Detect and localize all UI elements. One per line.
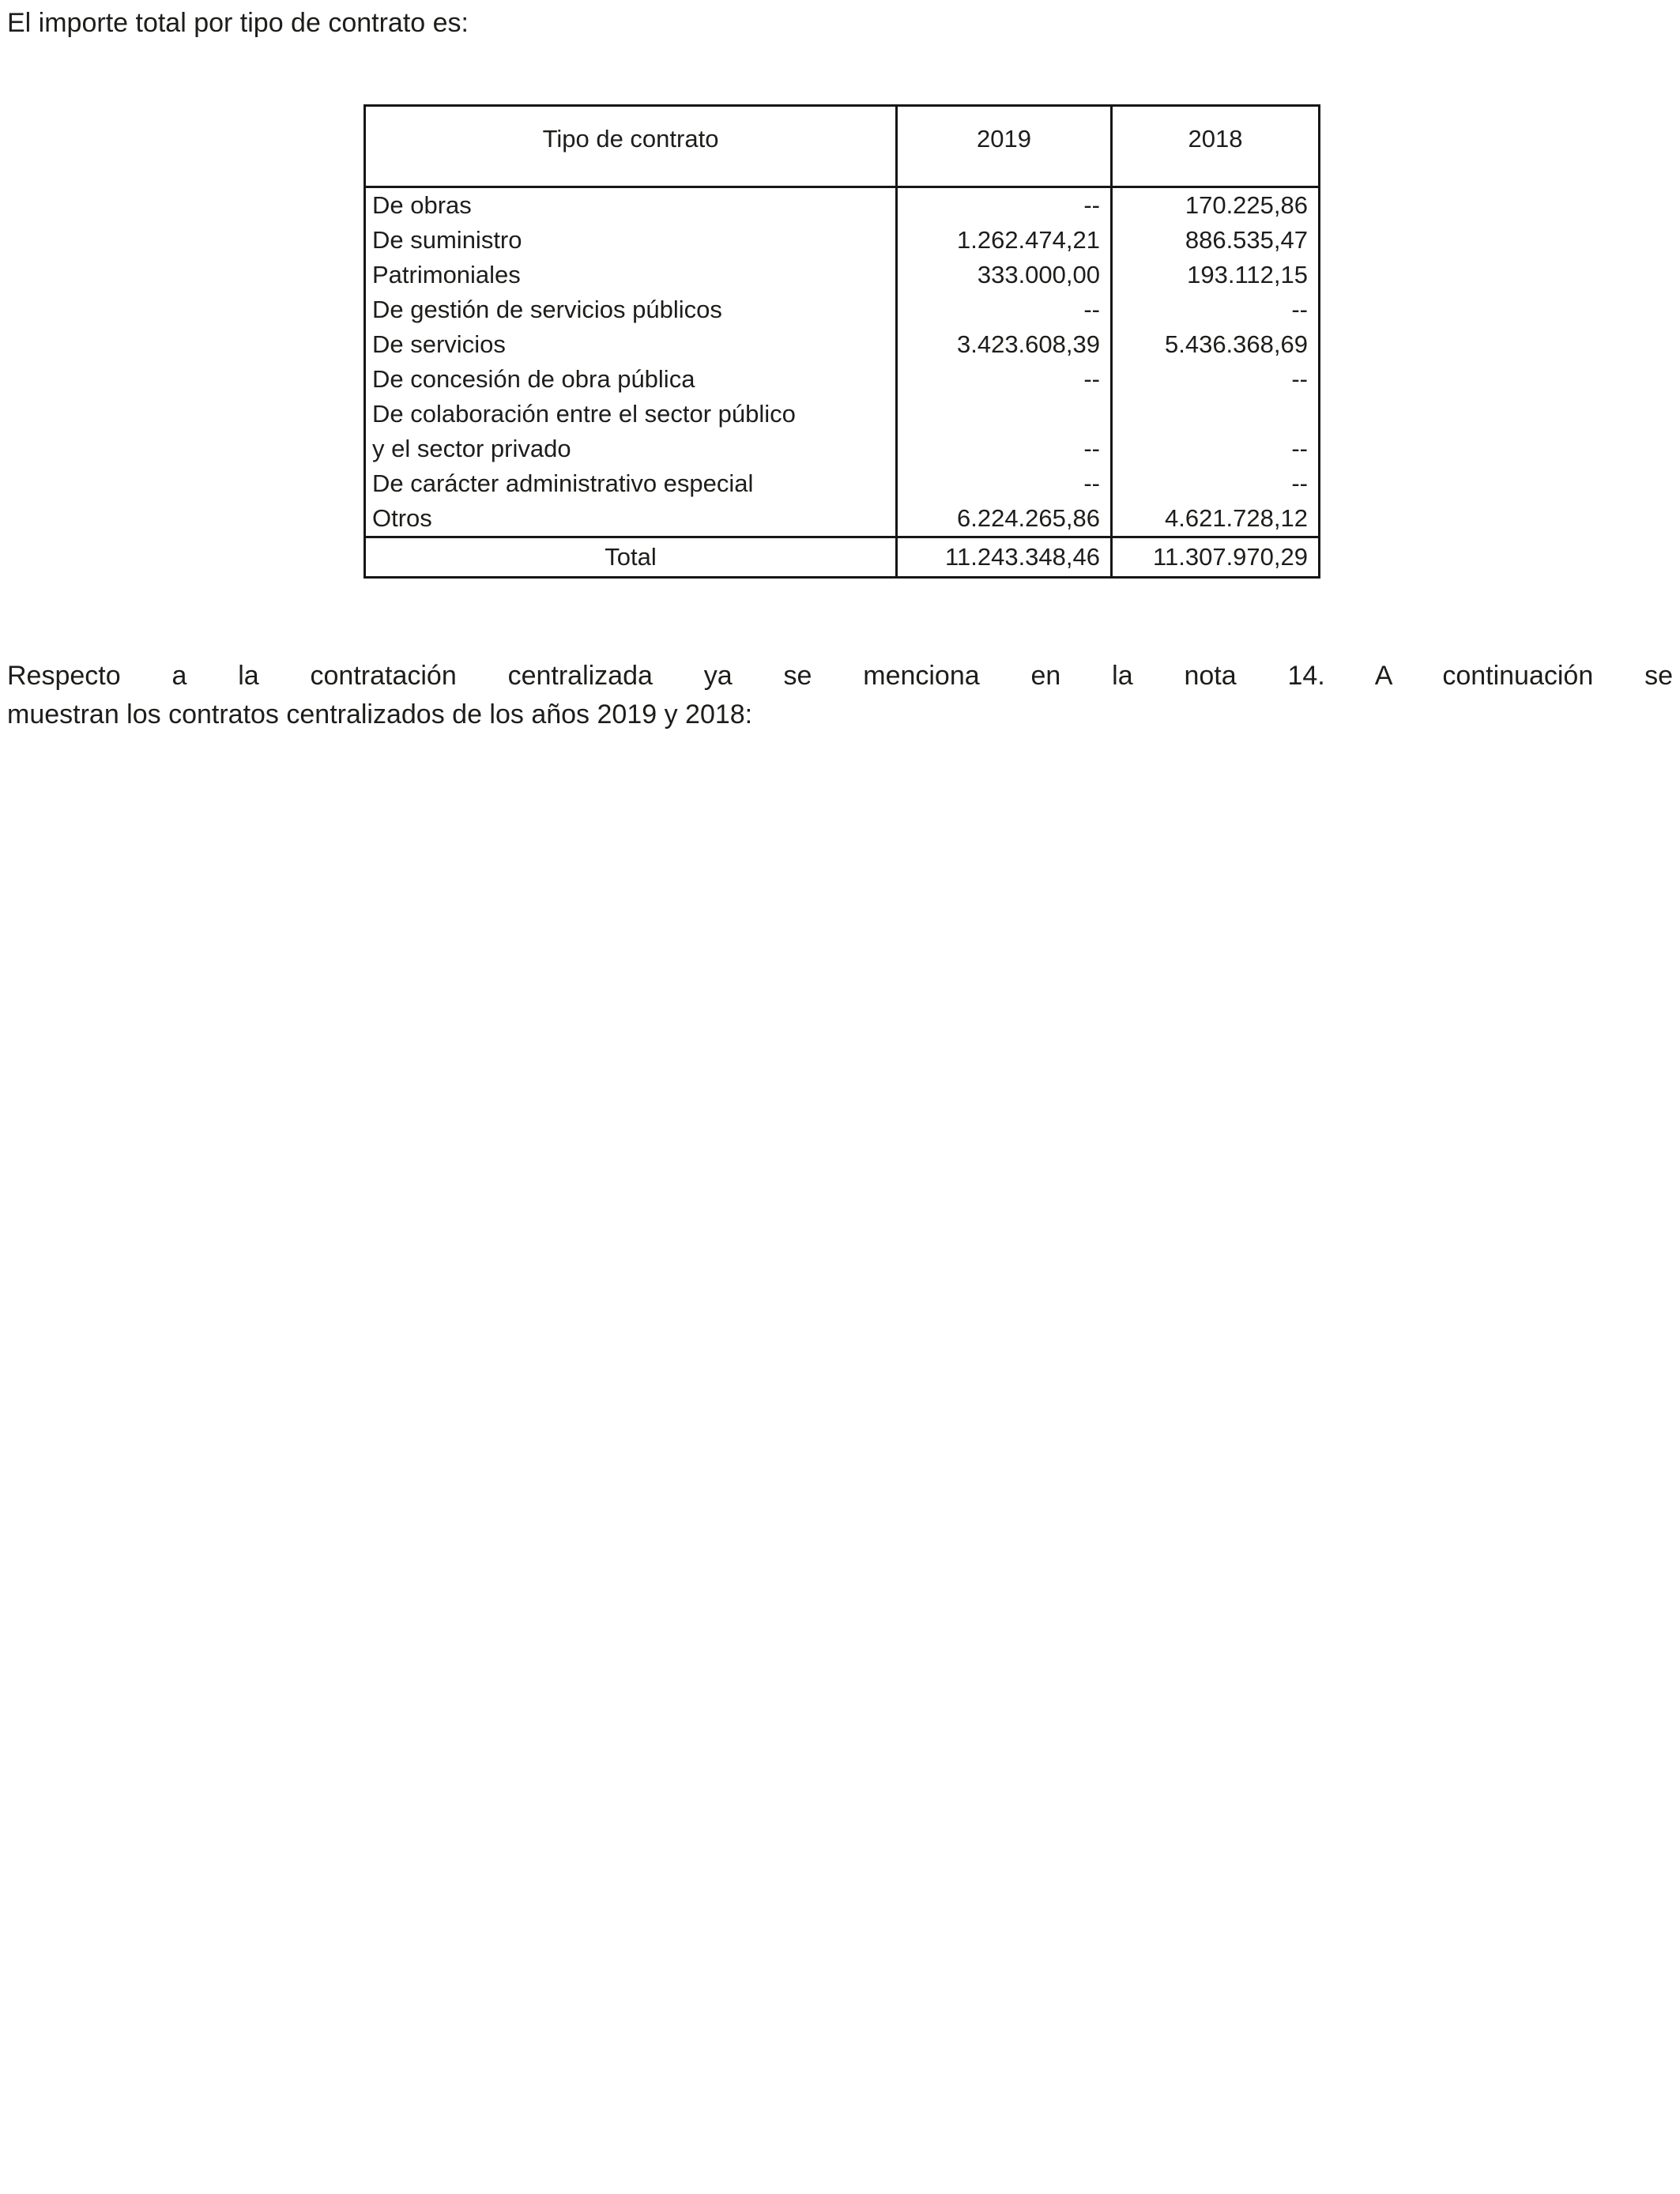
total-value-2018: 11.307.970,29 — [1112, 537, 1320, 578]
table-header-row — [365, 106, 1320, 187]
row-value-2019: -- — [897, 187, 1112, 224]
contracts-table — [363, 104, 1320, 579]
row-value-2019 — [897, 397, 1112, 432]
header-2019: 2019 — [897, 106, 1112, 187]
row-label: De colaboración entre el sector público — [365, 397, 897, 432]
row-value-2018: 886.535,47 — [1112, 223, 1320, 258]
row-label: Otros — [365, 501, 897, 537]
table-row — [365, 223, 1320, 258]
closing-paragraph-line2: muestran los contratos centralizados de los años 2019 y 2018: — [7, 699, 753, 729]
row-value-2018: -- — [1112, 292, 1320, 327]
row-label: De carácter administrativo especial — [365, 466, 897, 501]
row-value-2019: -- — [897, 432, 1112, 466]
row-value-2019: 6.224.265,86 — [897, 501, 1112, 537]
row-label: Patrimoniales — [365, 258, 897, 292]
row-value-2018: -- — [1112, 432, 1320, 466]
table-row — [365, 501, 1320, 537]
row-value-2019: 333.000,00 — [897, 258, 1112, 292]
row-value-2018: -- — [1112, 466, 1320, 501]
row-value-2018: 170.225,86 — [1112, 187, 1320, 224]
table-row — [365, 397, 1320, 432]
row-value-2018: 4.621.728,12 — [1112, 501, 1320, 537]
row-label: y el sector privado — [365, 432, 897, 466]
table-row — [365, 327, 1320, 362]
row-value-2018: 193.112,15 — [1112, 258, 1320, 292]
closing-paragraph — [7, 657, 1673, 734]
row-label: De servicios — [365, 327, 897, 362]
row-value-2018: -- — [1112, 362, 1320, 397]
total-label: Total — [365, 537, 897, 578]
row-label: De concesión de obra pública — [365, 362, 897, 397]
row-value-2019: 1.262.474,21 — [897, 223, 1112, 258]
table-row — [365, 187, 1320, 224]
table-row — [365, 466, 1320, 501]
intro-text: El importe total por tipo de contrato es: — [7, 8, 469, 38]
closing-paragraph-line1: Respecto a la contratación centralizada ya se menciona en la nota 14. A continuación se — [7, 661, 1673, 691]
header-tipo-de-contrato: Tipo de contrato — [365, 106, 897, 187]
table-row — [365, 292, 1320, 327]
row-value-2018: 5.436.368,69 — [1112, 327, 1320, 362]
row-value-2019: -- — [897, 362, 1112, 397]
row-label: De gestión de servicios públicos — [365, 292, 897, 327]
row-label: De obras — [365, 187, 897, 224]
table-row — [365, 362, 1320, 397]
row-value-2019: -- — [897, 466, 1112, 501]
row-label: De suministro — [365, 223, 897, 258]
total-value-2019: 11.243.348,46 — [897, 537, 1112, 578]
table-row — [365, 258, 1320, 292]
header-2018: 2018 — [1112, 106, 1320, 187]
table-total-row — [365, 537, 1320, 578]
table-row — [365, 432, 1320, 466]
contracts-table-container — [363, 104, 1320, 579]
row-value-2019: -- — [897, 292, 1112, 327]
row-value-2018 — [1112, 397, 1320, 432]
row-value-2019: 3.423.608,39 — [897, 327, 1112, 362]
